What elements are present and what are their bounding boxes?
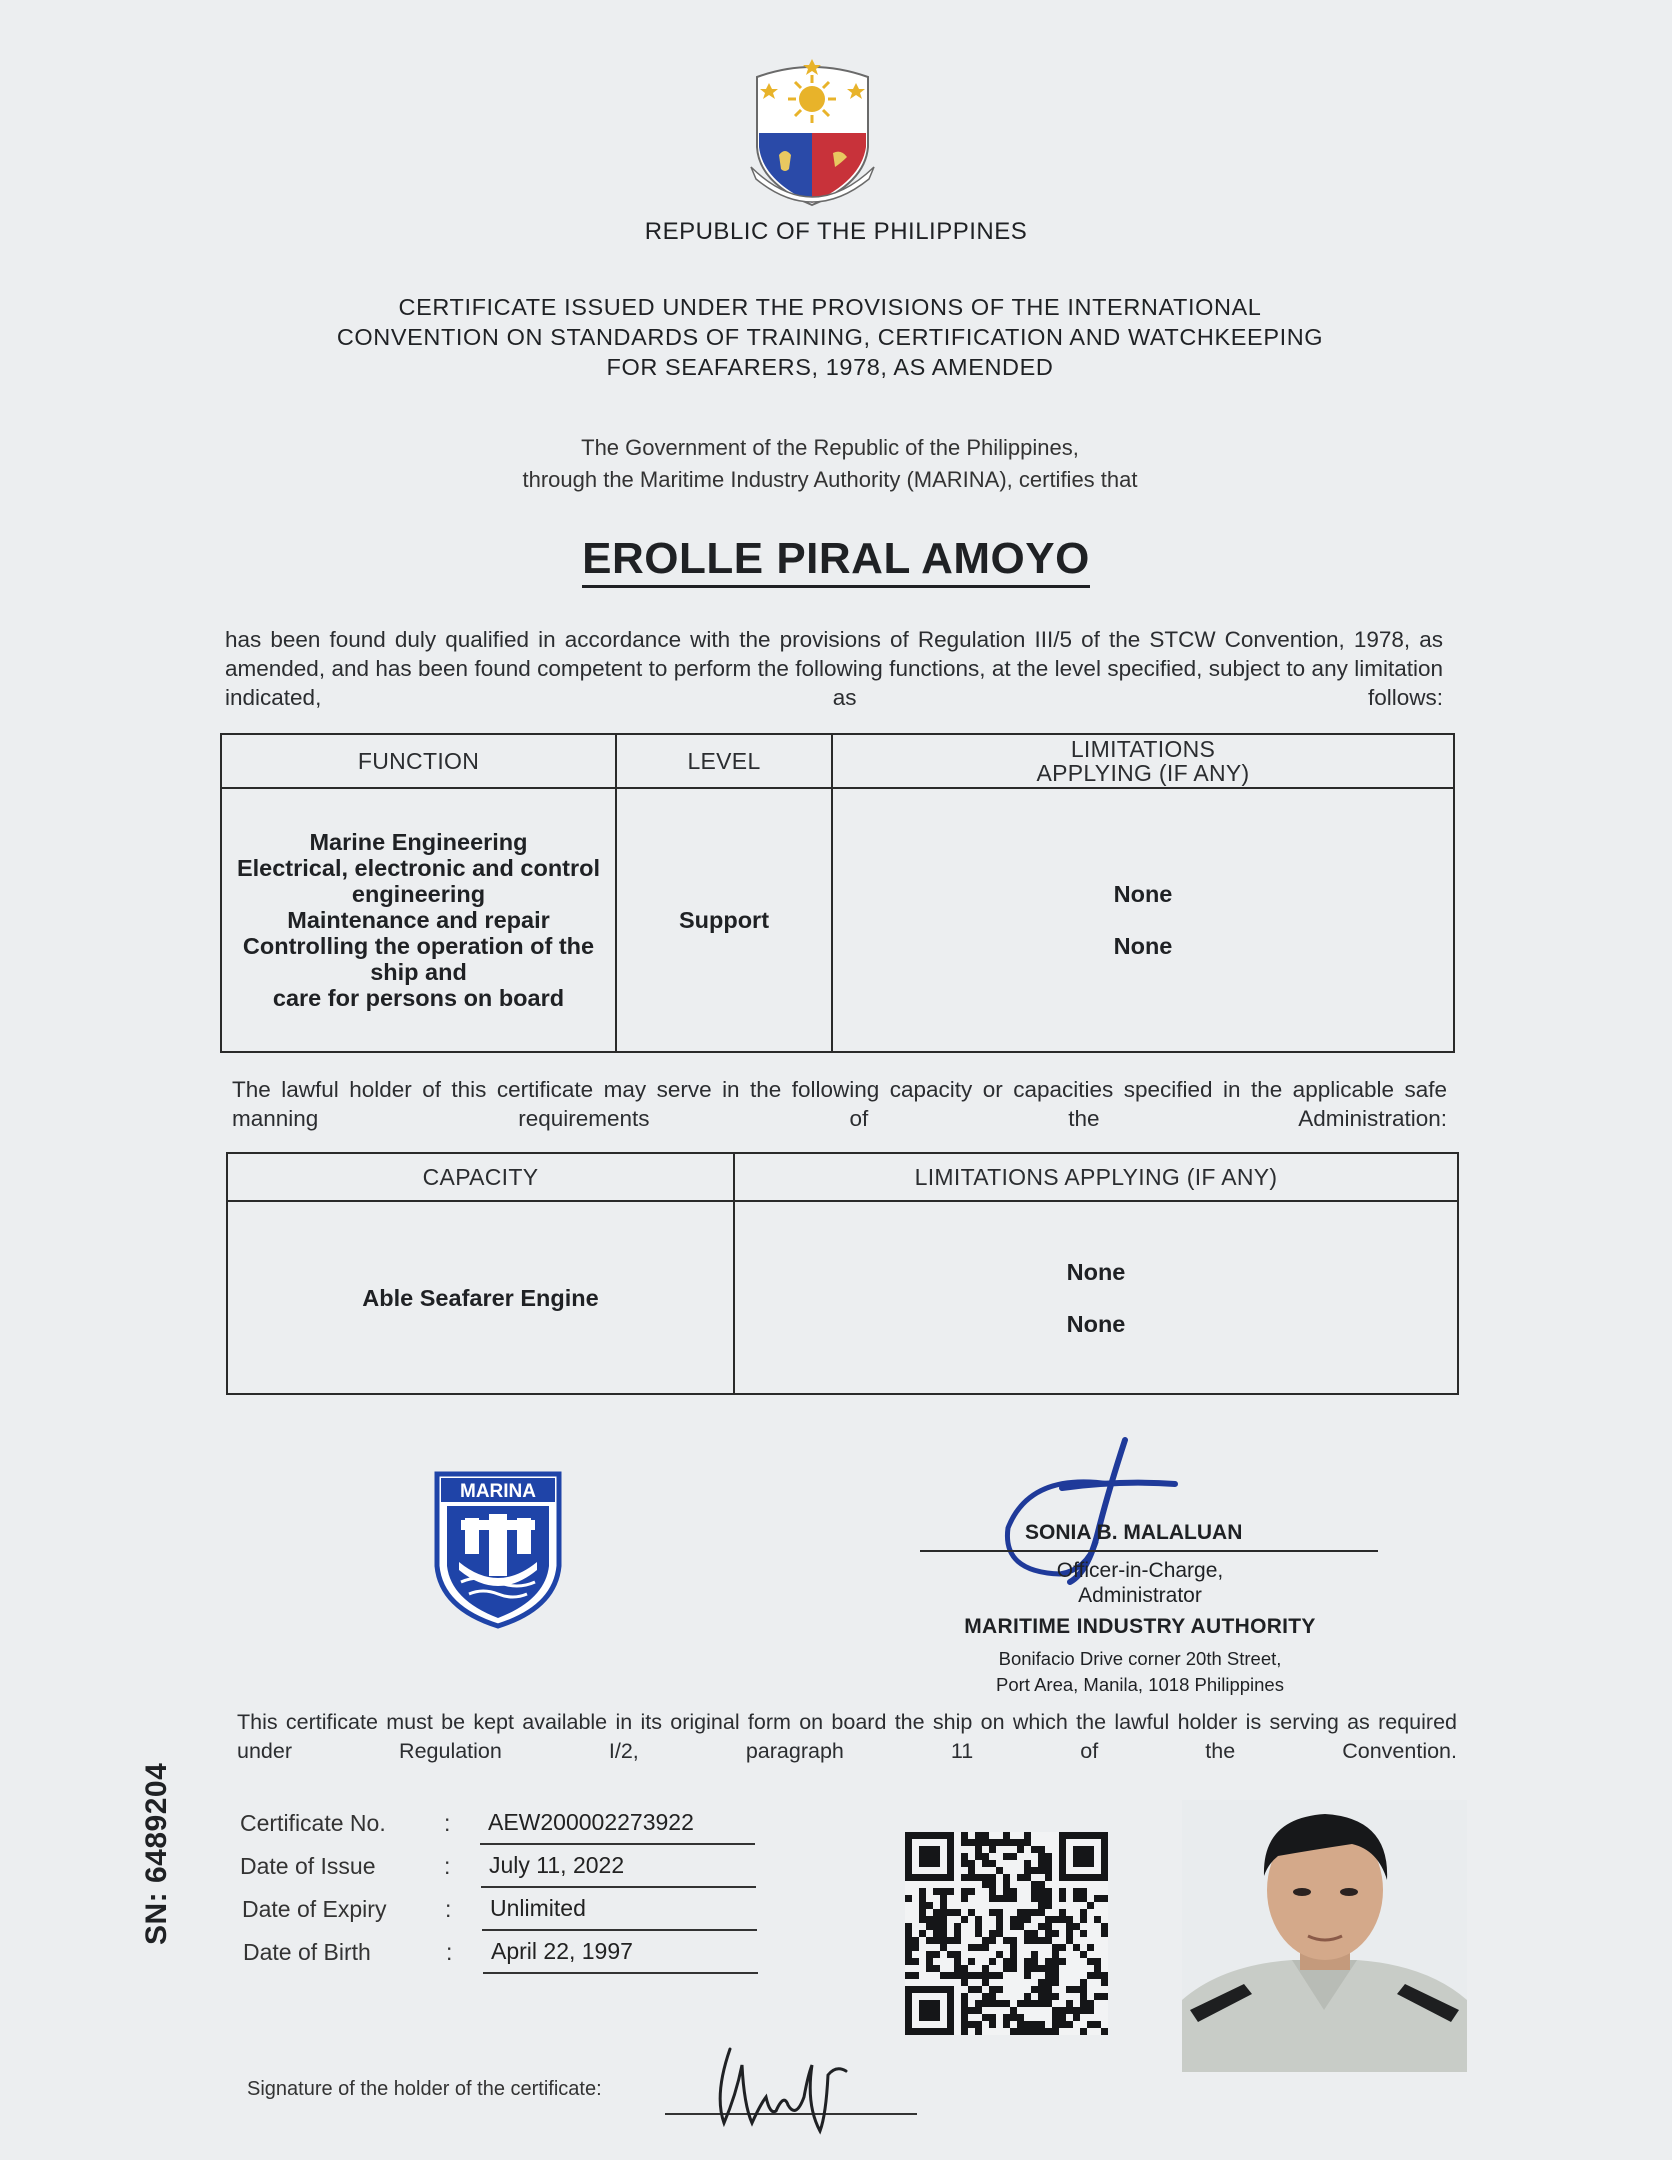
level-cell: Support: [616, 788, 832, 1052]
limitations-header: [832, 734, 1454, 788]
table-row: [221, 788, 1454, 1052]
authority-name: MARITIME INDUSTRY AUTHORITY: [964, 1615, 1316, 1638]
signatory-title-line: Administrator: [1078, 1584, 1202, 1607]
authority-address: [920, 1646, 1360, 1698]
holder-signature-icon: [700, 2035, 850, 2145]
limitation-value: None: [1113, 933, 1173, 959]
detail-colon: :: [444, 1853, 451, 1879]
detail-colon: :: [446, 1939, 453, 1965]
certificate-title-line: CERTIFICATE ISSUED UNDER THE PROVISIONS OF THE INTERNATIONAL: [398, 294, 1262, 320]
signatory-name: SONIA B. MALALUAN: [1025, 1521, 1243, 1544]
authority-address-line: Port Area, Manila, 1018 Philippines: [996, 1674, 1284, 1695]
table-row: [227, 1201, 1458, 1394]
signatory-title: [1040, 1558, 1240, 1608]
certificate-number-label: Certificate No.: [240, 1810, 386, 1836]
limitations-header-line: APPLYING (IF ANY): [1036, 760, 1250, 786]
capacity-limitations-header: LIMITATIONS APPLYING (IF ANY): [734, 1153, 1458, 1201]
capacity-cell: Able Seafarer Engine: [227, 1201, 734, 1394]
capacity-table: [226, 1152, 1459, 1395]
limitation-value: None: [1066, 1258, 1126, 1285]
function-header: FUNCTION: [221, 734, 616, 788]
holder-photo: [1182, 1800, 1467, 2072]
marina-logo-icon: [433, 1470, 563, 1630]
table-header-row: [227, 1153, 1458, 1201]
keep-certificate-paragraph: This certificate must be kept available in its original form on board the ship on which the lawful holder is serving as required under Regulation I/2, paragraph 11 of the Convention.: [237, 1710, 1457, 1763]
government-statement: [300, 432, 1360, 496]
signatory-line: [920, 1550, 1378, 1552]
capacity-header: CAPACITY: [227, 1153, 734, 1201]
functions-cell: [221, 788, 616, 1052]
date-of-birth-value: April 22, 1997: [483, 1934, 758, 1974]
certificate-title-line: FOR SEAFARERS, 1978, AS AMENDED: [606, 354, 1054, 380]
date-of-birth-label: Date of Birth: [243, 1939, 371, 1965]
detail-colon: :: [444, 1810, 451, 1836]
date-of-issue-value: July 11, 2022: [481, 1848, 756, 1888]
certificate-title: [200, 292, 1460, 382]
qr-code-icon: [905, 1832, 1108, 2035]
function-line: Controlling the operation of the ship and: [242, 933, 595, 985]
capacity-paragraph: The lawful holder of this certificate may serve in the following capacity or capacities specified in the applicable safe manning requirements of the Administration:: [232, 1077, 1447, 1131]
marina-logo-text: MARINA: [460, 1481, 536, 1502]
date-of-expiry-value: Unlimited: [482, 1891, 757, 1931]
government-statement-line: The Government of the Republic of the Philippines,: [581, 435, 1079, 460]
detail-colon: :: [445, 1896, 452, 1922]
function-line: Electrical, electronic and control: [236, 855, 601, 881]
government-statement-line: through the Maritime Industry Authority (MARINA), certifies that: [522, 467, 1138, 492]
qualification-paragraph: has been found duly qualified in accordance with the provisions of Regulation III/5 of the STCW Convention, 1978, as amended, and has been found competent to perform the following functions, at the level specified, subject to any limitation indicated, as follows:: [225, 627, 1443, 710]
table-header-row: [221, 734, 1454, 788]
holder-name: [0, 534, 1672, 584]
date-of-issue-label: Date of Issue: [240, 1853, 376, 1879]
limitations-cell: [832, 788, 1454, 1052]
date-of-expiry-label: Date of Expiry: [242, 1896, 387, 1922]
certificate-title-line: CONVENTION ON STANDARDS OF TRAINING, CERTIFICATION AND WATCHKEEPING: [336, 324, 1324, 350]
limitations-header-line: LIMITATIONS: [1070, 736, 1216, 762]
function-table: [220, 733, 1455, 1053]
holder-signature-label: Signature of the holder of the certificate:: [247, 2078, 602, 2100]
function-line: care for persons on board: [272, 985, 565, 1011]
serial-number: SN: 6489204: [140, 1762, 173, 1945]
authority-address-line: Bonifacio Drive corner 20th Street,: [998, 1648, 1282, 1669]
limitation-value: None: [1113, 881, 1173, 907]
function-line: Marine Engineering: [309, 829, 528, 855]
signatory-title-line: Officer-in-Charge,: [1056, 1559, 1224, 1582]
philippine-seal-icon: [745, 55, 880, 215]
function-line: engineering: [351, 881, 486, 907]
republic-heading: REPUBLIC OF THE PHILIPPINES: [644, 218, 1028, 245]
holder-name-text: EROLLE PIRAL AMOYO: [582, 534, 1090, 588]
capacity-limitations-cell: [734, 1201, 1458, 1394]
limitation-value: None: [1066, 1310, 1126, 1337]
function-line: Maintenance and repair: [287, 907, 550, 933]
level-header: LEVEL: [616, 734, 832, 788]
certificate-number-value: AEW200002273922: [480, 1805, 755, 1845]
